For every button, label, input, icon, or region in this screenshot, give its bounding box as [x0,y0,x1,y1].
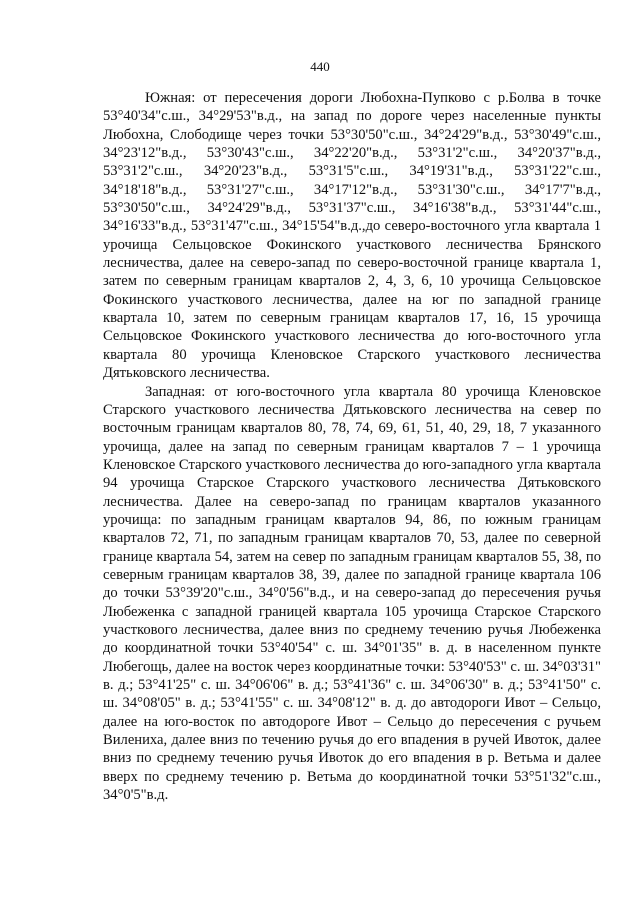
paragraph-south-boundary: Южная: от пересечения дороги Любохна-Пупково с р.Болва в точке 53°40'34"с.ш., 34°29'53"в.д., на запад по дороге через населенные пункты Любохна, Слободище через точки 53°30'50"с.ш., 34°24'29"в.д., 53°30'49"с.ш., 34°23'12"в.д., 53°30'43"с.ш., 34°22'20"в.д., 53°31'2"с.ш., 34°20'37"в.д., 53°31'2"с.ш., 34°20'23"в.д., 53°31'5"с.ш., 34°19'31"в.д., 53°31'22"с.ш., 34°18'18"в.д., 53°31'27"с.ш., 34°17'12"в.д., 53°31'30"с.ш., 34°17'7"в.д., 53°30'50"с.ш., 34°24'29"в.д., 53°31'37"с.ш., 34°16'38"в.д., 53°31'44"с.ш., 34°16'33"в.д., 53°31'47"с.ш., 34°15'54"в.д.,до северо-восточного угла квартала 1 урочища Сельцовское Фокинского участкового лесничества Брянского лесничества, далее на северо-запад по северо-восточной границе квартала 1, затем по северным границам кварталов 2, 4, 3, 6, 10 урочища Сельцовское Фокинского участкового лесничества, далее на юг по западной границе квартала 10, затем по северным границам кварталов 17, 16, 15 урочища Сельцовское Фокинского участкового лесничества до юго-восточного угла квартала 80 урочища Кленовское Старского участкового лесничества Дятьковского лесничества. [103,90,601,382]
page-number: 440 [310,59,330,74]
paragraph-west-boundary: Западная: от юго-восточного угла квартала 80 урочища Кленовское Старского участкового лесничества Дятьковского лесничества на север по восточным границам кварталов 80, 78, 74, 69, 61, 51, 40, 29, 18, 7 указанного урочища, далее на запад по северным границам кварталов 7 – 1 урочища Кленовское Старского участкового лесничества до юго-западного угла квартала 94 урочища Старское Старского участкового лесничества Дятьковского лесничества. Далее на северо-запад по границам кварталов указанного урочища: по западным границам кварталов 94, 86, по южным границам кварталов 72, 71, по западным границам кварталов 70, 53, далее по северной границе квартала 54, затем на север по западным границам кварталов 55, 38, по северным границам кварталов 38, 39, далее по западной границе квартала 106 до точки 53°39'20"с.ш., 34°0'56"в.д., и на северо-запад до пересечения ручья Любеженка с западной границей квартала 105 урочища Старское Старского участкового лесничества, далее вниз по среднему течению ручья Любеженка до координатной точки 53°40'54" с. ш. 34°01'35" в. д. в населенном пункте Любегощь, далее на восток через координатные точки: 53°40'53" с. ш. 34°03'31" в. д.; 53°41'25" с. ш. 34°06'06" в. д.; 53°41'36" с. ш. 34°06'30" в. д.; 53°41'50" с. ш. 34°08'05" в. д.; 53°41'55" с. ш. 34°08'12" в. д. до автодороги Ивот – Сельцо, далее на юго-восток по автодороге Ивот – Сельцо до пересечения с ручьем Вилениха, далее вниз по течению ручья до его впадения в ручей Ивоток, далее вниз по среднему течению ручья Ивоток до его впадения в р. Ветьма и далее вверх по среднему течению р. Ветьма до координатной точки 53°51'32"с.ш., 34°0'5"в.д. [103,383,601,804]
document-body [103,89,601,804]
